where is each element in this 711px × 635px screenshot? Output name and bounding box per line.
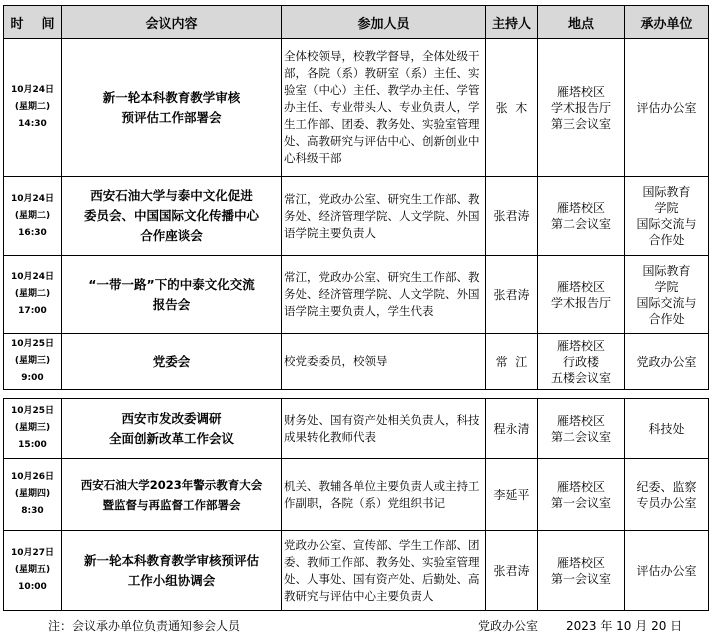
meeting-time: 9:00 bbox=[21, 373, 44, 383]
meeting-location: 雁塔校区 第二会议室 bbox=[538, 177, 625, 256]
table-row bbox=[4, 334, 709, 390]
meeting-organizer: 党政办公室 bbox=[625, 334, 709, 390]
meeting-location: 雁塔校区 学术报告厅 bbox=[538, 256, 625, 334]
time-cell bbox=[4, 334, 62, 390]
header-host: 主持人 bbox=[486, 6, 538, 39]
meeting-host: 程永清 bbox=[486, 399, 538, 459]
meeting-location: 雁塔校区 第一会议室 bbox=[538, 459, 625, 531]
meeting-time: 8:30 bbox=[21, 506, 44, 516]
meeting-attendees: 常江，党政办公室、研究生工作部、教务处、经济管理学院、人文学院、外国语学院主要负责人，学生代表 bbox=[282, 256, 486, 334]
table-row bbox=[4, 177, 709, 256]
table-header-row bbox=[4, 6, 709, 39]
header-attendees: 参加人员 bbox=[282, 6, 486, 39]
meeting-date: 10月27日 bbox=[10, 548, 55, 558]
header-location: 地点 bbox=[538, 6, 625, 39]
meeting-time: 17:00 bbox=[18, 306, 47, 316]
time-cell bbox=[4, 399, 62, 459]
meeting-schedule-table bbox=[3, 5, 709, 390]
header-topic: 会议内容 bbox=[62, 6, 282, 39]
meeting-time: 14:30 bbox=[18, 119, 47, 129]
meeting-date: 10月25日 bbox=[10, 406, 55, 416]
time-cell bbox=[4, 459, 62, 531]
meeting-host: 张君涛 bbox=[486, 256, 538, 334]
meeting-attendees: 财务处、国有资产处相关负责人，科技成果转化教师代表 bbox=[282, 399, 486, 459]
meeting-date: 10月24日 bbox=[10, 193, 55, 204]
meeting-location: 雁塔校区 行政楼 五楼会议室 bbox=[538, 334, 625, 390]
time-cell bbox=[4, 177, 62, 256]
meeting-date: 10月24日 bbox=[10, 85, 55, 95]
meeting-weekday: (星期二) bbox=[14, 210, 51, 221]
footer-date: 2023 年 10 月 20 日 bbox=[566, 619, 683, 633]
meeting-date: 10月25日 bbox=[10, 339, 55, 349]
meeting-weekday: (星期三) bbox=[14, 356, 51, 366]
meeting-location: 雁塔校区 第一会议室 bbox=[538, 531, 625, 611]
meeting-organizer: 纪委、监察 专员办公室 bbox=[625, 459, 709, 531]
meeting-weekday: (星期五) bbox=[14, 565, 51, 575]
meeting-attendees: 常江，党政办公室、研究生工作部、教务处、经济管理学院、人文学院、外国语学院主要负责人 bbox=[282, 177, 486, 256]
meeting-attendees: 校党委委员，校领导 bbox=[282, 334, 486, 390]
table-row bbox=[4, 459, 709, 531]
table-row bbox=[4, 531, 709, 611]
meeting-host: 张君涛 bbox=[486, 177, 538, 256]
meeting-attendees: 全体校领导，校教学督导，全体处级干部，各院（系）教研室（系）主任、实验室（中心）主任、教学办主任、学管办主任、专业带头人、专业负责人，学生工作部、团委、教务处、实验室管理处、高教研究与评估中心、创新创业中心科级干部 bbox=[282, 39, 486, 177]
meeting-location: 雁塔校区 学术报告厅 第三会议室 bbox=[538, 39, 625, 177]
header-organizer: 承办单位 bbox=[625, 6, 709, 39]
meeting-time: 15:00 bbox=[18, 440, 47, 450]
meeting-organizer: 评估办公室 bbox=[625, 531, 709, 611]
time-cell bbox=[4, 531, 62, 611]
meeting-time: 16:30 bbox=[18, 227, 47, 238]
table-row bbox=[4, 256, 709, 334]
meeting-topic: 西安石油大学2023年警示教育大会 暨监督与再监督工作部署会 bbox=[62, 459, 282, 531]
time-cell bbox=[4, 256, 62, 334]
meeting-topic: 新一轮本科教育教学审核预评估 工作小组协调会 bbox=[62, 531, 282, 611]
meeting-host: 张君涛 bbox=[486, 531, 538, 611]
meeting-time: 10:00 bbox=[18, 582, 47, 592]
time-cell bbox=[4, 39, 62, 177]
meeting-topic: 新一轮本科教育教学审核 预评估工作部署会 bbox=[62, 39, 282, 177]
meeting-attendees: 党政办公室、宣传部、学生工作部、团委、教师工作部、教务处、实验室管理处、人事处、国有资产处、后勤处、高教研究与评估中心主要负责人 bbox=[282, 531, 486, 611]
meeting-organizer: 科技处 bbox=[625, 399, 709, 459]
meeting-host: 张 木 bbox=[486, 39, 538, 177]
footer-note: 注：会议承办单位负责通知参会人员 bbox=[48, 619, 241, 633]
table-row bbox=[4, 39, 709, 177]
header-time: 时 间 bbox=[4, 6, 62, 39]
meeting-date: 10月26日 bbox=[10, 472, 55, 482]
meeting-schedule-table-continued bbox=[3, 398, 709, 611]
meeting-weekday: (星期二) bbox=[14, 289, 51, 299]
meeting-organizer: 国际教育 学院 国际交流与 合作处 bbox=[625, 256, 709, 334]
meeting-weekday: (星期四) bbox=[14, 489, 51, 499]
meeting-attendees: 机关、教辅各单位主要负责人或主持工作副职，各院（系）党组织书记 bbox=[282, 459, 486, 531]
meeting-topic: “一带一路”下的中泰文化交流 报告会 bbox=[62, 256, 282, 334]
meeting-date: 10月24日 bbox=[10, 272, 55, 282]
meeting-organizer: 评估办公室 bbox=[625, 39, 709, 177]
meeting-topic: 党委会 bbox=[62, 334, 282, 390]
meeting-host: 李延平 bbox=[486, 459, 538, 531]
meeting-topic: 西安市发改委调研 全面创新改革工作会议 bbox=[62, 399, 282, 459]
meeting-weekday: (星期三) bbox=[14, 423, 51, 433]
meeting-host: 常 江 bbox=[486, 334, 538, 390]
meeting-topic: 西安石油大学与泰中文化促进 委员会、中国国际文化传播中心 合作座谈会 bbox=[62, 177, 282, 256]
meeting-organizer: 国际教育 学院 国际交流与 合作处 bbox=[625, 177, 709, 256]
meeting-weekday: (星期二) bbox=[14, 102, 51, 112]
meeting-location: 雁塔校区 第二会议室 bbox=[538, 399, 625, 459]
table-row bbox=[4, 399, 709, 459]
footer-issuer: 党政办公室 bbox=[478, 619, 539, 633]
